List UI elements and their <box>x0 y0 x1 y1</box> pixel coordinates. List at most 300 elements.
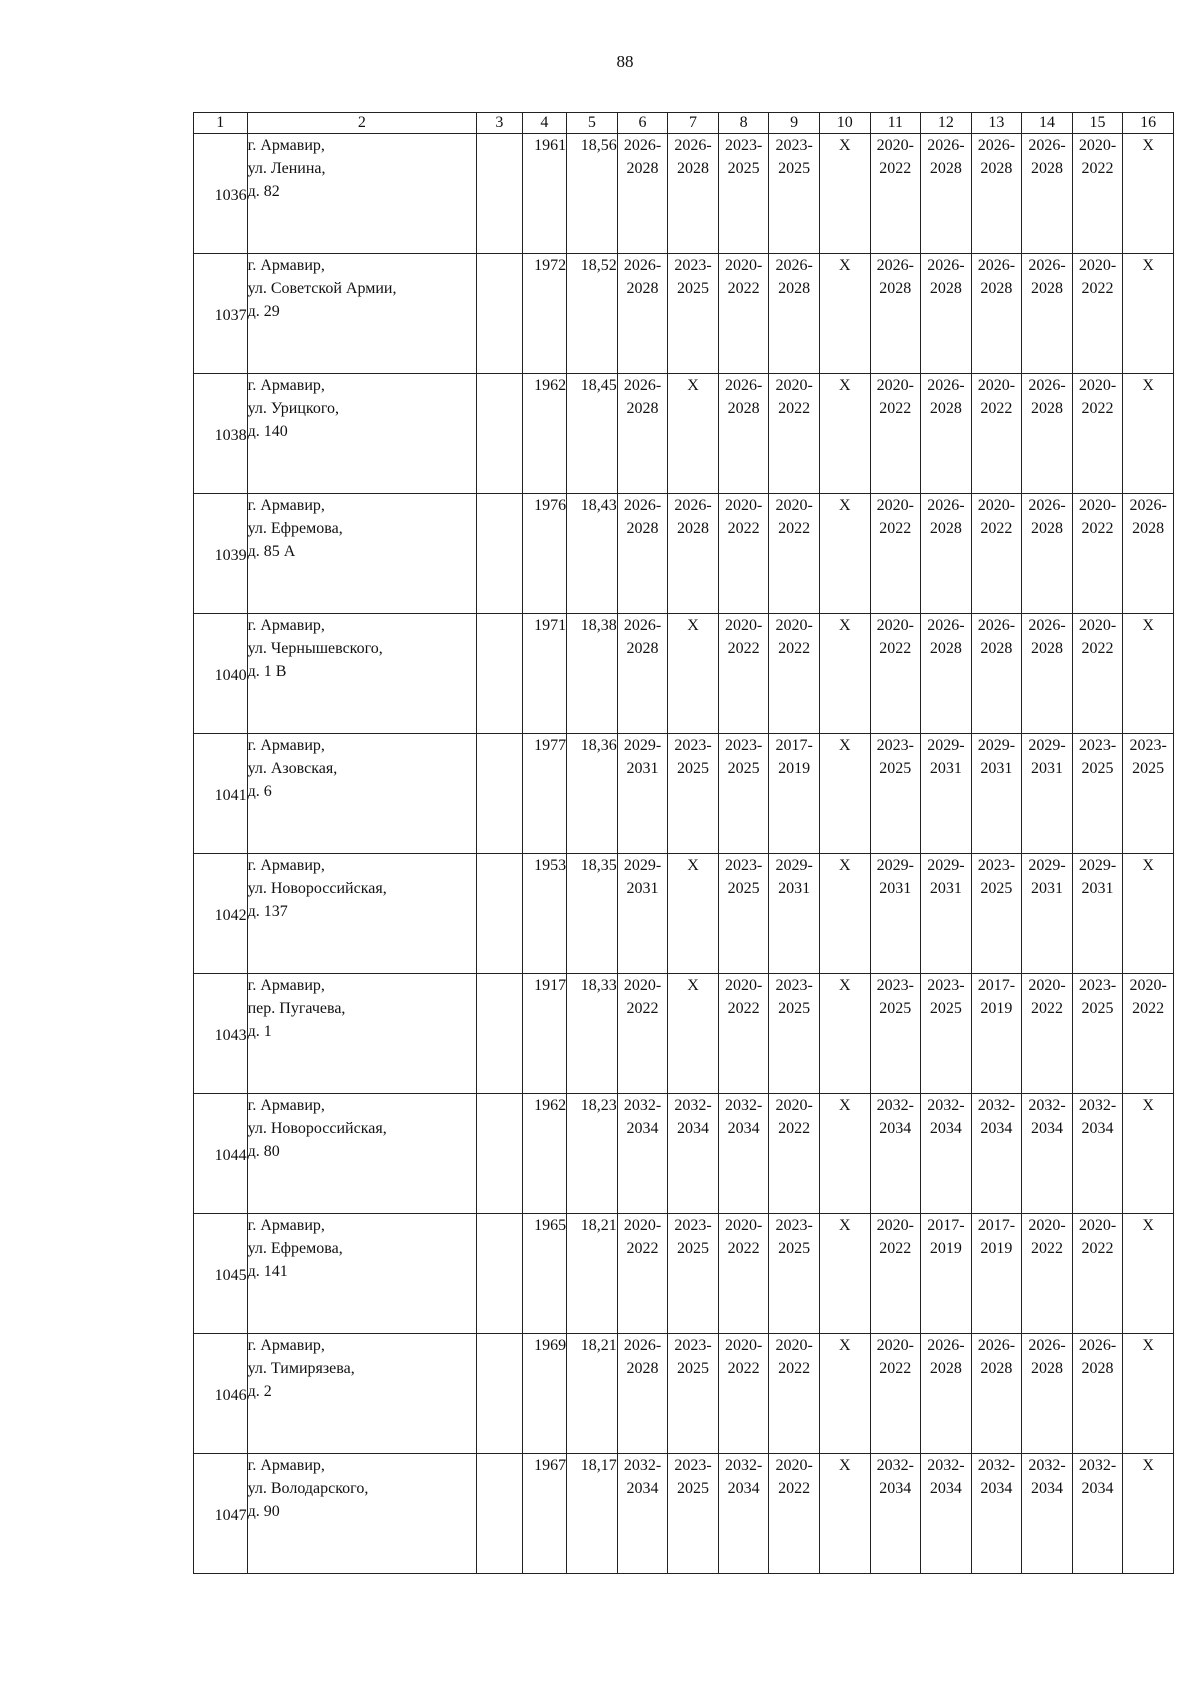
period-cell <box>718 374 769 494</box>
period-value: 2029- 2031 <box>623 737 662 777</box>
column-number-8: 8 <box>718 113 769 134</box>
address-line: г. Армавир, <box>247 137 325 154</box>
value-cell: 18,21 <box>567 1334 618 1454</box>
construction-year-cell: 1977 <box>522 734 566 854</box>
period-cell <box>1022 1334 1073 1454</box>
address-line: г. Армавир, <box>247 1097 325 1114</box>
row-number-cell <box>194 494 248 614</box>
period-value: 2020- 2022 <box>876 497 914 537</box>
row-number-cell <box>194 1094 248 1214</box>
address-line: д. 29 <box>247 303 280 320</box>
column-number-12: 12 <box>921 113 972 134</box>
period-cell <box>921 614 972 734</box>
period-cell <box>971 854 1022 974</box>
period-cell <box>718 1214 769 1334</box>
period-value: 2029- 2031 <box>1028 857 1066 897</box>
table-row <box>194 1454 1174 1574</box>
period-cell <box>819 1094 870 1214</box>
period-cell <box>921 1454 972 1574</box>
period-value: 2023- 2025 <box>876 977 914 1017</box>
period-cell <box>1072 254 1123 374</box>
value-cell: 18,23 <box>567 1094 618 1214</box>
period-cell <box>668 254 719 374</box>
address-line: ул. Тимирязева, <box>247 1360 355 1377</box>
period-value: Х <box>1142 137 1154 154</box>
address-line: ул. Ефремова, <box>247 1240 343 1257</box>
period-cell <box>921 854 972 974</box>
period-cell <box>971 1454 1022 1574</box>
address-cell <box>247 254 477 374</box>
period-cell <box>668 1094 719 1214</box>
row-number-cell <box>194 854 248 974</box>
period-cell <box>1123 1454 1174 1574</box>
period-value: 2020- 2022 <box>724 1217 763 1257</box>
period-cell <box>1072 974 1123 1094</box>
period-cell <box>1123 614 1174 734</box>
period-cell <box>718 134 769 254</box>
value-cell: 18,21 <box>567 1214 618 1334</box>
column-number-1: 1 <box>194 113 248 134</box>
row-number: 1041 <box>214 787 247 804</box>
period-cell <box>617 134 668 254</box>
period-cell <box>769 1454 820 1574</box>
period-value: 2032- 2034 <box>1078 1097 1117 1137</box>
address-cell <box>247 1454 477 1574</box>
construction-year-cell: 1967 <box>522 1454 566 1574</box>
row-number-cell <box>194 1454 248 1574</box>
period-cell <box>769 734 820 854</box>
row-number: 1042 <box>214 907 247 924</box>
row-number-cell <box>194 734 248 854</box>
period-cell <box>819 494 870 614</box>
period-cell <box>870 1454 921 1574</box>
period-cell <box>870 614 921 734</box>
column-number-14: 14 <box>1022 113 1073 134</box>
period-value: 2032- 2034 <box>927 1097 965 1137</box>
period-value: 2032- 2034 <box>724 1457 763 1497</box>
period-value: 2032- 2034 <box>1028 1457 1066 1497</box>
period-value: 2020- 2022 <box>1028 1217 1066 1257</box>
period-cell <box>870 974 921 1094</box>
period-cell <box>718 494 769 614</box>
period-value: 2026- 2028 <box>977 617 1016 657</box>
period-value: 2020- 2022 <box>876 1217 914 1257</box>
period-value: Х <box>1142 1097 1154 1114</box>
row-number-cell <box>194 374 248 494</box>
period-value: 2029- 2031 <box>1028 737 1066 777</box>
period-value: 2020- 2022 <box>775 377 813 417</box>
period-value: 2032- 2034 <box>724 1097 763 1137</box>
period-value: 2029- 2031 <box>927 857 965 897</box>
address-line: д. 2 <box>247 1383 272 1400</box>
column-number-5: 5 <box>567 113 618 134</box>
period-cell <box>1072 134 1123 254</box>
period-value: 2026- 2028 <box>1028 257 1066 297</box>
period-value: Х <box>1142 257 1154 274</box>
period-cell <box>971 254 1022 374</box>
period-cell <box>617 1454 668 1574</box>
column-number-7: 7 <box>668 113 719 134</box>
address-cell <box>247 1214 477 1334</box>
period-value: Х <box>838 617 851 634</box>
period-value: 2020- 2022 <box>977 377 1016 417</box>
period-cell <box>1123 974 1174 1094</box>
construction-year-cell: 1969 <box>522 1334 566 1454</box>
period-cell <box>870 1214 921 1334</box>
period-value: 2026- 2028 <box>927 497 965 537</box>
period-value: Х <box>838 377 851 394</box>
period-value: 2020- 2022 <box>977 497 1016 537</box>
period-cell <box>718 854 769 974</box>
period-value: 2020- 2022 <box>876 137 914 177</box>
period-cell <box>617 1094 668 1214</box>
period-value: 2023- 2025 <box>724 737 763 777</box>
period-cell <box>921 1214 972 1334</box>
row-number: 1036 <box>214 187 247 204</box>
period-cell <box>921 374 972 494</box>
address-cell <box>247 374 477 494</box>
period-cell <box>819 134 870 254</box>
period-value: Х <box>838 1217 851 1234</box>
period-value: 2032- 2034 <box>1078 1457 1117 1497</box>
page-number: 88 <box>616 52 634 71</box>
address-line: г. Армавир, <box>247 377 325 394</box>
period-value: Х <box>838 1097 851 1114</box>
value-cell: 18,35 <box>567 854 618 974</box>
period-value: 2029- 2031 <box>977 737 1016 777</box>
column-3-cell <box>477 134 523 254</box>
row-number-cell <box>194 254 248 374</box>
period-value: 2023- 2025 <box>1078 977 1117 1017</box>
period-value: 2023- 2025 <box>674 1337 712 1377</box>
period-value: 2026- 2028 <box>623 617 662 657</box>
period-value: 2023- 2025 <box>775 977 813 1017</box>
row-number: 1045 <box>214 1267 247 1284</box>
period-cell <box>1123 374 1174 494</box>
column-3-cell <box>477 494 523 614</box>
address-line: ул. Володарского, <box>247 1480 369 1497</box>
address-line: д. 82 <box>247 183 280 200</box>
period-value: 2026- 2028 <box>724 377 763 417</box>
period-cell <box>1072 1454 1123 1574</box>
row-number: 1039 <box>214 547 247 564</box>
period-value: 2023- 2025 <box>674 1457 712 1497</box>
period-value: 2020- 2022 <box>724 977 763 1017</box>
period-cell <box>668 1454 719 1574</box>
address-line: г. Армавир, <box>247 497 325 514</box>
period-cell <box>769 134 820 254</box>
period-cell <box>617 1334 668 1454</box>
period-cell <box>1022 374 1073 494</box>
period-value: Х <box>687 857 699 874</box>
construction-year-cell: 1917 <box>522 974 566 1094</box>
period-cell <box>769 374 820 494</box>
period-value: 2032- 2034 <box>876 1457 914 1497</box>
address-cell <box>247 134 477 254</box>
period-cell <box>769 1214 820 1334</box>
period-cell <box>1072 854 1123 974</box>
period-value: 2032- 2034 <box>1028 1097 1066 1137</box>
period-value: Х <box>687 617 699 634</box>
period-cell <box>870 494 921 614</box>
column-number-11: 11 <box>870 113 921 134</box>
address-cell <box>247 1094 477 1214</box>
table-row <box>194 734 1174 854</box>
period-value: 2026- 2028 <box>775 257 813 297</box>
period-value: 2032- 2034 <box>876 1097 914 1137</box>
period-cell <box>1123 854 1174 974</box>
period-cell <box>1022 614 1073 734</box>
address-line: ул. Новороссийская, <box>247 880 387 897</box>
period-cell <box>769 1094 820 1214</box>
period-value: 2020- 2022 <box>1078 1217 1117 1257</box>
period-value: 2026- 2028 <box>927 377 965 417</box>
period-value: 2026- 2028 <box>623 1337 662 1377</box>
period-cell <box>819 974 870 1094</box>
address-line: ул. Новороссийская, <box>247 1120 387 1137</box>
address-line: д. 140 <box>247 423 288 440</box>
period-cell <box>1123 734 1174 854</box>
column-3-cell <box>477 1334 523 1454</box>
period-cell <box>819 1334 870 1454</box>
row-number: 1043 <box>214 1027 247 1044</box>
period-value: 2029- 2031 <box>1078 857 1117 897</box>
period-value: 2020- 2022 <box>775 1457 813 1497</box>
period-cell <box>971 1214 1022 1334</box>
period-value: 2023- 2025 <box>674 737 712 777</box>
construction-year-cell: 1965 <box>522 1214 566 1334</box>
period-value: 2023- 2025 <box>876 737 914 777</box>
table-row <box>194 494 1174 614</box>
period-value: 2020- 2022 <box>876 377 914 417</box>
period-value: 2026- 2028 <box>1028 497 1066 537</box>
period-value: 2020- 2022 <box>876 617 914 657</box>
period-value: 2032- 2034 <box>977 1097 1016 1137</box>
address-cell <box>247 1334 477 1454</box>
address-cell <box>247 974 477 1094</box>
value-cell: 18,36 <box>567 734 618 854</box>
column-number-10: 10 <box>819 113 870 134</box>
period-cell <box>1072 1094 1123 1214</box>
period-value: Х <box>1142 857 1154 874</box>
row-number-cell <box>194 974 248 1094</box>
table-row <box>194 614 1174 734</box>
period-value: 2017- 2019 <box>977 977 1016 1017</box>
row-number: 1037 <box>214 307 247 324</box>
period-cell <box>819 374 870 494</box>
period-value: 2020- 2022 <box>623 977 662 1017</box>
period-value: Х <box>1142 377 1154 394</box>
address-line: г. Армавир, <box>247 617 325 634</box>
period-value: Х <box>838 257 851 274</box>
column-3-cell <box>477 1094 523 1214</box>
period-cell <box>819 1454 870 1574</box>
period-cell <box>819 734 870 854</box>
period-cell <box>921 254 972 374</box>
period-cell <box>921 1094 972 1214</box>
period-value: 2032- 2034 <box>977 1457 1016 1497</box>
period-cell <box>1123 254 1174 374</box>
table-row <box>194 134 1174 254</box>
period-value: 2029- 2031 <box>623 857 662 897</box>
period-value: 2023- 2025 <box>724 137 763 177</box>
period-cell <box>718 1094 769 1214</box>
column-number-16: 16 <box>1123 113 1174 134</box>
address-line: ул. Советской Армии, <box>247 280 397 297</box>
period-value: Х <box>838 857 851 874</box>
period-value: 2026- 2028 <box>927 137 965 177</box>
column-number-9: 9 <box>769 113 820 134</box>
period-value: 2026- 2028 <box>674 497 712 537</box>
value-cell: 18,45 <box>567 374 618 494</box>
period-value: 2026- 2028 <box>977 137 1016 177</box>
table-row <box>194 974 1174 1094</box>
period-value: 2020- 2022 <box>724 1337 763 1377</box>
period-cell <box>1072 494 1123 614</box>
address-line: д. 80 <box>247 1143 280 1160</box>
period-cell <box>668 734 719 854</box>
period-value: 2029- 2031 <box>775 857 813 897</box>
construction-year-cell: 1976 <box>522 494 566 614</box>
period-value: 2026- 2028 <box>623 497 662 537</box>
period-cell <box>718 1454 769 1574</box>
period-cell <box>617 494 668 614</box>
period-value: 2020- 2022 <box>876 1337 914 1377</box>
period-value: Х <box>838 137 851 154</box>
period-value: 2026- 2028 <box>1129 497 1167 537</box>
address-line: ул. Урицкого, <box>247 400 340 417</box>
period-value: 2026- 2028 <box>927 1337 965 1377</box>
period-value: 2020- 2022 <box>775 617 813 657</box>
value-cell: 18,17 <box>567 1454 618 1574</box>
address-cell <box>247 854 477 974</box>
row-number-cell <box>194 134 248 254</box>
period-value: 2020- 2022 <box>1078 257 1117 297</box>
period-value: 2026- 2028 <box>927 617 965 657</box>
address-cell <box>247 734 477 854</box>
period-cell <box>1022 1094 1073 1214</box>
period-value: 2020- 2022 <box>1028 977 1066 1017</box>
row-number-cell <box>194 1214 248 1334</box>
period-cell <box>921 494 972 614</box>
column-3-cell <box>477 854 523 974</box>
period-cell <box>617 254 668 374</box>
period-value: 2020- 2022 <box>775 497 813 537</box>
period-value: 2023- 2025 <box>1129 737 1167 777</box>
period-cell <box>769 494 820 614</box>
period-value: Х <box>838 1457 851 1474</box>
period-value: 2023- 2025 <box>775 137 813 177</box>
period-cell <box>617 1214 668 1334</box>
period-cell <box>1123 134 1174 254</box>
address-line: г. Армавир, <box>247 257 325 274</box>
period-cell <box>668 134 719 254</box>
period-cell <box>971 974 1022 1094</box>
address-line: г. Армавир, <box>247 857 325 874</box>
period-value: Х <box>687 377 699 394</box>
column-number-6: 6 <box>617 113 668 134</box>
address-line: г. Армавир, <box>247 1217 325 1234</box>
period-cell <box>870 1334 921 1454</box>
period-cell <box>1022 1454 1073 1574</box>
period-cell <box>1022 854 1073 974</box>
period-value: Х <box>838 977 851 994</box>
period-value: 2020- 2022 <box>724 617 763 657</box>
period-cell <box>668 494 719 614</box>
period-cell <box>1123 1094 1174 1214</box>
column-number-4: 4 <box>522 113 566 134</box>
period-value: 2029- 2031 <box>876 857 914 897</box>
period-value: 2026- 2028 <box>927 257 965 297</box>
row-number-cell <box>194 1334 248 1454</box>
period-value: 2020- 2022 <box>775 1097 813 1137</box>
address-line: г. Армавир, <box>247 1457 325 1474</box>
period-cell <box>769 854 820 974</box>
column-number-row <box>194 113 1174 134</box>
period-cell <box>617 374 668 494</box>
period-value: Х <box>838 737 851 754</box>
period-cell <box>921 734 972 854</box>
period-cell <box>870 1094 921 1214</box>
column-3-cell <box>477 974 523 1094</box>
row-number-cell <box>194 614 248 734</box>
address-line: г. Армавир, <box>247 737 325 754</box>
column-number-13: 13 <box>971 113 1022 134</box>
period-cell <box>668 1214 719 1334</box>
period-cell <box>870 734 921 854</box>
period-value: 2026- 2028 <box>876 257 914 297</box>
period-cell <box>1022 134 1073 254</box>
period-value: 2023- 2025 <box>724 857 763 897</box>
construction-year-cell: 1971 <box>522 614 566 734</box>
period-value: 2032- 2034 <box>674 1097 712 1137</box>
period-cell <box>819 254 870 374</box>
period-cell <box>718 1334 769 1454</box>
period-value: 2023- 2025 <box>775 1217 813 1257</box>
period-value: 2026- 2028 <box>1028 1337 1066 1377</box>
table-row <box>194 1334 1174 1454</box>
value-cell: 18,56 <box>567 134 618 254</box>
period-value: 2020- 2022 <box>1078 137 1117 177</box>
period-cell <box>668 374 719 494</box>
period-value: 2020- 2022 <box>724 497 763 537</box>
period-cell <box>769 1334 820 1454</box>
period-value: 2032- 2034 <box>623 1457 662 1497</box>
period-value: 2023- 2025 <box>1078 737 1117 777</box>
period-cell <box>1072 374 1123 494</box>
value-cell: 18,38 <box>567 614 618 734</box>
period-value: 2026- 2028 <box>977 1337 1016 1377</box>
address-line: ул. Чернышевского, <box>247 640 383 657</box>
period-cell <box>718 974 769 1094</box>
period-cell <box>617 614 668 734</box>
address-line: ул. Ефремова, <box>247 520 343 537</box>
period-value: 2026- 2028 <box>1028 377 1066 417</box>
period-value: 2020- 2022 <box>1078 617 1117 657</box>
value-cell: 18,52 <box>567 254 618 374</box>
period-cell <box>819 1214 870 1334</box>
period-value: 2026- 2028 <box>1078 1337 1117 1377</box>
table-row <box>194 254 1174 374</box>
period-value: 2023- 2025 <box>977 857 1016 897</box>
period-cell <box>668 614 719 734</box>
period-cell <box>1022 494 1073 614</box>
address-cell <box>247 614 477 734</box>
address-line: д. 85 А <box>247 543 296 560</box>
address-line: пер. Пугачева, <box>247 1000 346 1017</box>
period-cell <box>1022 974 1073 1094</box>
table-row <box>194 1214 1174 1334</box>
